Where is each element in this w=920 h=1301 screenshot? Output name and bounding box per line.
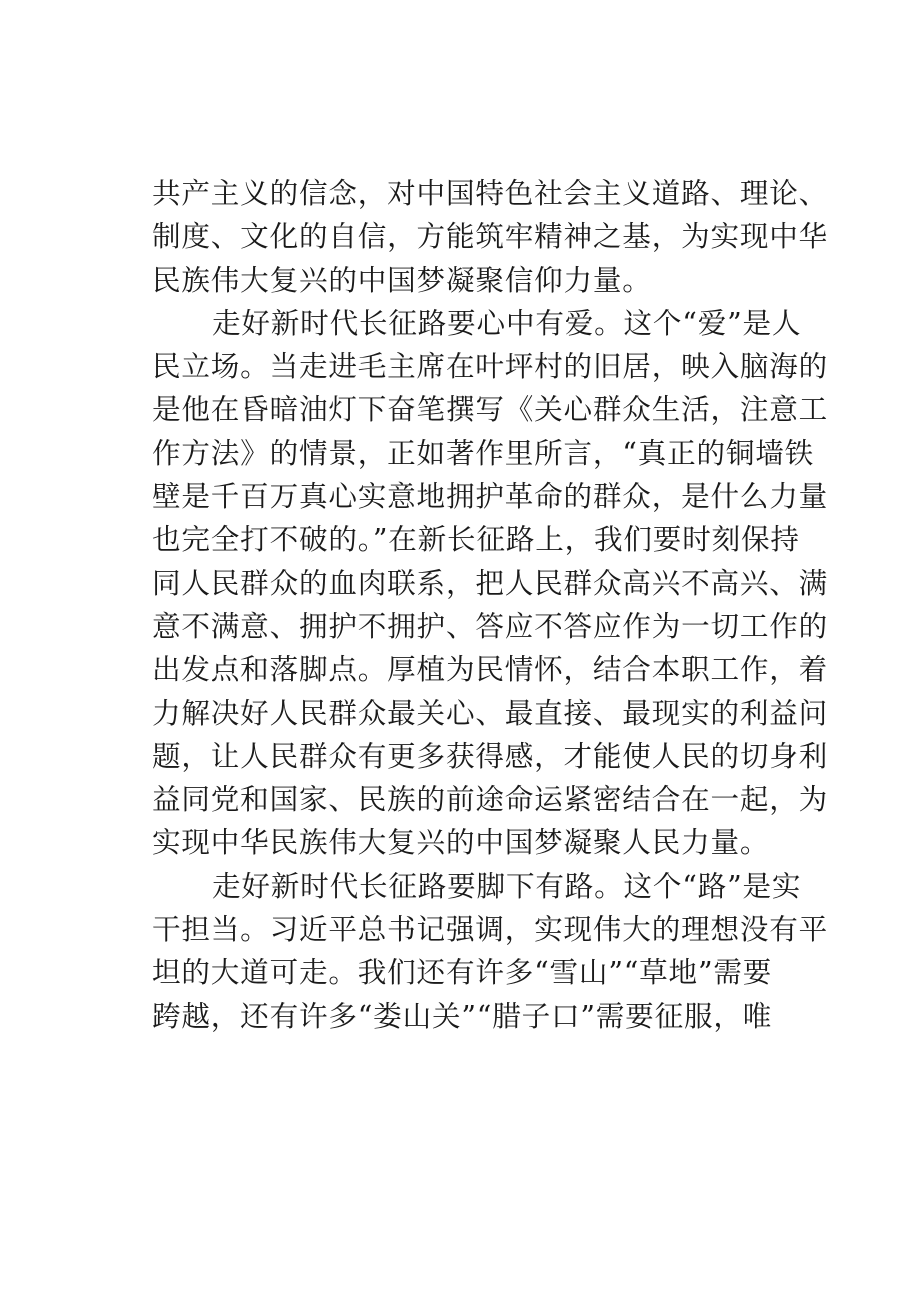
text-line: 出发点和落脚点。厚植为民情怀，结合本职工作，着 (152, 652, 829, 687)
text-line: 民立场。当走进毛主席在叶坪村的旧居，映入脑海的 (152, 349, 829, 384)
text-line: 共产主义的信念，对中国特色社会主义道路、理论、 (152, 176, 829, 210)
text-line: 益同党和国家、民族的前途命运紧密结合在一起，为 (152, 782, 829, 817)
text-line: 同人民群众的血肉联系，把人民群众高兴不高兴、满 (152, 565, 829, 600)
text-line: 题，让人民群众有更多获得感，才能使人民的切身利 (152, 738, 829, 773)
text-line: 跨越，还有许多“娄山关”“腊子口”需要征服，唯 (152, 998, 773, 1033)
text-line: 民族伟大复兴的中国梦凝聚信仰力量。 (152, 262, 652, 297)
text-line: 是他在昏暗油灯下奋笔撰写《关心群众生活，注意工 (152, 392, 829, 427)
body-text (152, 172, 829, 1038)
text-line: 也完全打不破的。”在新长征路上，我们要时刻保持 (152, 522, 800, 557)
text-line: 作方法》的情景，正如著作里所言，“真正的铜墙铁 (152, 435, 815, 470)
text-line: 坦的大道可走。我们还有许多“雪山”“草地”需要 (152, 955, 773, 990)
text-line: 制度、文化的自信，方能筑牢精神之基，为实现中华 (152, 219, 829, 254)
text-line: 壁是千百万真心实意地拥护革命的群众，是什么力量 (152, 479, 829, 514)
text-line: 意不满意、拥护不拥护、答应不答应作为一切工作的 (152, 608, 829, 643)
paragraph-start-line: 走好新时代长征路要脚下有路。这个“路”是实 (212, 868, 802, 903)
text-line: 力解决好人民群众最关心、最直接、最现实的利益问 (152, 695, 829, 730)
text-line: 实现中华民族伟大复兴的中国梦凝聚人民力量。 (152, 825, 770, 860)
text-line: 干担当。习近平总书记强调，实现伟大的理想没有平 (152, 912, 829, 947)
paragraph-start-line: 走好新时代长征路要心中有爱。这个“爱”是人 (212, 305, 802, 340)
